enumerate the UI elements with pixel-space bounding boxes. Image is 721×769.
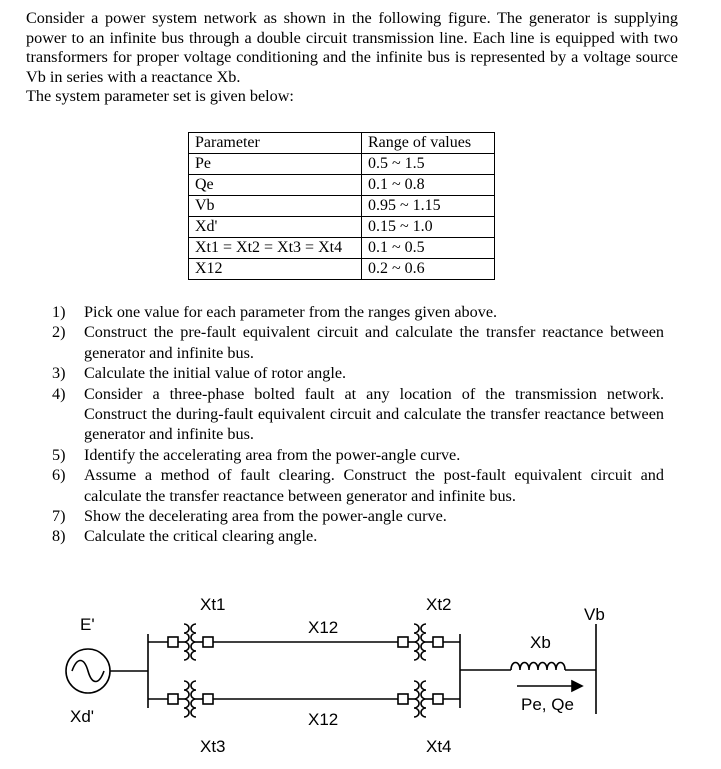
- table-cell: 0.2 ~ 0.6: [362, 259, 495, 280]
- list-item: [52, 445, 664, 465]
- task-number: 4): [52, 384, 66, 403]
- task-number: 1): [52, 303, 66, 321]
- generator-symbol: [66, 649, 148, 693]
- label-pe-qe: Pe, Qe: [521, 695, 574, 714]
- table-row: [189, 217, 495, 238]
- label-xd-prime: Xd': [70, 707, 95, 726]
- table-cell: 0.15 ~ 1.0: [362, 217, 495, 238]
- label-x12-top: X12: [308, 618, 339, 637]
- label-xt2: Xt2: [426, 595, 452, 614]
- task-number: 2): [52, 323, 66, 342]
- label-xb: Xb: [530, 633, 551, 652]
- label-xt3: Xt3: [200, 737, 226, 756]
- transformer-xt2: [398, 624, 460, 660]
- task-list: [52, 302, 664, 547]
- list-item: [52, 506, 664, 526]
- list-item: [52, 322, 664, 363]
- table-row: [189, 154, 495, 175]
- intro-paragraph-2: The system parameter set is given below:: [26, 87, 294, 106]
- table-header-row: [189, 133, 495, 154]
- table-cell: Vb: [189, 196, 362, 217]
- table-cell: Xt1 = Xt2 = Xt3 = Xt4: [189, 238, 362, 259]
- table-header-cell: Parameter: [189, 133, 362, 154]
- task-number: 5): [52, 445, 66, 464]
- transformer-xt4: [398, 681, 460, 717]
- table-row: [189, 238, 495, 259]
- table-cell: 0.5 ~ 1.5: [362, 154, 495, 175]
- label-x12-bottom: X12: [308, 710, 339, 729]
- table-header-cell: Range of values: [362, 133, 495, 154]
- task-text: Calculate the critical clearing angle.: [84, 527, 318, 546]
- list-item: [52, 465, 664, 506]
- power-flow-arrow-icon: [517, 681, 582, 691]
- label-vb: Vb: [584, 605, 605, 624]
- table-cell: 0.1 ~ 0.8: [362, 175, 495, 196]
- task-text: Construct the pre-fault equivalent circuit and calculate the transfer reactance between generator and infinite bus.: [84, 323, 664, 362]
- table-cell: Qe: [189, 175, 362, 196]
- list-item: [52, 384, 664, 445]
- table-row: [189, 259, 495, 280]
- table-cell: 0.1 ~ 0.5: [362, 238, 495, 259]
- task-text: Assume a method of fault clearing. Construct the post-fault equivalent circuit and calculate the transfer reactance between generator and infinite bus.: [84, 466, 664, 505]
- table-cell: Pe: [189, 154, 362, 175]
- task-text: Consider a three-phase bolted fault at any location of the transmission network. Construct the during-fault equivalent circuit and calculate the transfer reactance between generator and infinite bus.: [84, 384, 664, 444]
- task-text: Calculate the initial value of rotor angle.: [84, 364, 347, 383]
- table-row: [189, 175, 495, 196]
- parameter-table: [188, 132, 495, 280]
- label-e-prime: E': [80, 615, 95, 634]
- table-row: [189, 196, 495, 217]
- task-number: 8): [52, 527, 66, 546]
- power-system-diagram: [0, 580, 721, 769]
- table-cell: X12: [189, 259, 362, 280]
- list-item: [52, 302, 664, 322]
- reactance-xb: [511, 663, 565, 671]
- label-xt1: Xt1: [200, 595, 226, 614]
- list-item: [52, 526, 664, 546]
- task-text: Show the decelerating area from the power-angle curve.: [84, 507, 447, 526]
- list-item: [52, 363, 664, 383]
- transformer-xt3: [168, 681, 213, 717]
- transformer-xt1: [168, 624, 213, 660]
- task-number: 3): [52, 364, 66, 383]
- task-text: Identify the accelerating area from the power-angle curve.: [84, 445, 461, 464]
- intro-paragraph: Consider a power system network as shown in the following figure. The generator is supplying power to an infinite bus through a double circuit transmission line. Each line is equipped with two transformers for proper voltage conditioning and the infinite bus is represented by a voltage source Vb in series with a reactance Xb.: [26, 9, 678, 86]
- task-number: 6): [52, 466, 66, 485]
- task-text: Pick one value for each parameter from the ranges given above.: [84, 303, 498, 321]
- table-cell: Xd': [189, 217, 362, 238]
- label-xt4: Xt4: [426, 737, 452, 756]
- problem-statement: [26, 9, 678, 107]
- table-cell: 0.95 ~ 1.15: [362, 196, 495, 217]
- task-number: 7): [52, 507, 66, 526]
